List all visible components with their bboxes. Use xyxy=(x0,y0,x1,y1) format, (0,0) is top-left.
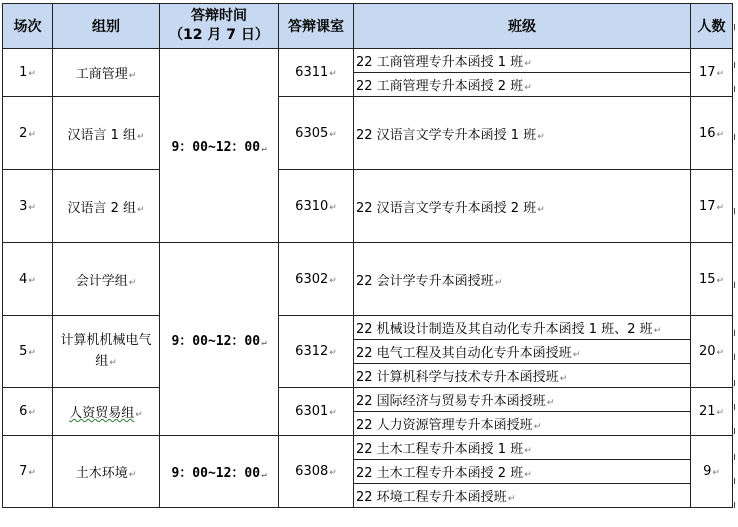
table-row xyxy=(3,388,733,412)
class-cell: 22 国际经济与贸易专升本函授班↵ xyxy=(354,388,691,412)
group-cell: 会计学组↵ xyxy=(53,243,160,316)
table-row xyxy=(3,170,733,243)
room-cell: 6305↵ xyxy=(279,97,354,170)
class-cell: 22 计算机科学与技术专升本函授班↵ xyxy=(354,364,691,388)
time-cell: 9：00~12：00↵ xyxy=(160,49,279,243)
row-end-mark xyxy=(734,24,738,30)
class-cell: 22 土木工程专升本函授 2 班↵ xyxy=(354,460,691,484)
header-time-title: 答辩时间 xyxy=(191,8,247,24)
row-end-mark xyxy=(734,62,738,68)
class-cell: 22 会计学专升本函授班↵ xyxy=(354,243,691,316)
header-time xyxy=(160,4,279,49)
row-end-mark xyxy=(734,404,738,410)
room-cell: 6302↵ xyxy=(279,243,354,316)
session-cell: 1↵ xyxy=(3,49,53,97)
class-cell: 22 机械设计制造及其自动化专升本函授 1 班、2 班↵ xyxy=(354,316,691,340)
class-cell: 22 工商管理专升本函授 1 班↵ xyxy=(354,49,691,73)
room-cell: 6308↵ xyxy=(279,436,354,508)
row-end-mark xyxy=(734,380,738,386)
count-cell: 21↵ xyxy=(691,388,733,436)
class-cell: 22 汉语言文学专升本函授 2 班↵ xyxy=(354,170,691,243)
header-session: 场次 xyxy=(3,4,53,49)
class-cell: 22 工商管理专升本函授 2 班↵ xyxy=(354,73,691,97)
session-cell: 3↵ xyxy=(3,170,53,243)
group-cell: 汉语言 2 组↵ xyxy=(53,170,160,243)
count-cell: 17↵ xyxy=(691,49,733,97)
count-cell: 20↵ xyxy=(691,316,733,388)
class-cell: 22 环境工程专升本函授班↵ xyxy=(354,484,691,508)
class-cell: 22 人力资源管理专升本函授班↵ xyxy=(354,412,691,436)
group-cell: 汉语言 1 组↵ xyxy=(53,97,160,170)
group-cell: 计算机机械电气组↵ xyxy=(53,316,160,388)
session-cell: 5↵ xyxy=(3,316,53,388)
count-cell: 15↵ xyxy=(691,243,733,316)
header-count: 人数 xyxy=(691,4,733,49)
table-row xyxy=(3,49,733,73)
header-row xyxy=(3,4,733,49)
row-end-mark xyxy=(734,502,738,508)
row-end-mark xyxy=(734,454,738,460)
row-end-mark xyxy=(734,428,738,434)
session-cell: 4↵ xyxy=(3,243,53,316)
row-end-mark xyxy=(734,86,738,92)
table-row xyxy=(3,243,733,316)
class-cell: 22 电气工程及其自动化专升本函授班↵ xyxy=(354,340,691,364)
count-cell: 9↵ xyxy=(691,436,733,508)
table-row xyxy=(3,97,733,170)
time-cell: 9：00~12：00↵ xyxy=(160,243,279,436)
group-cell: 人资贸易组↵ xyxy=(53,388,160,436)
room-cell: 6312↵ xyxy=(279,316,354,388)
table-row xyxy=(3,316,733,340)
count-cell: 16↵ xyxy=(691,97,733,170)
room-cell: 6301↵ xyxy=(279,388,354,436)
schedule-table xyxy=(2,3,733,508)
session-cell: 7↵ xyxy=(3,436,53,508)
header-time-date: （12 月 7 日） xyxy=(169,27,269,43)
row-end-mark xyxy=(734,478,738,484)
class-cell: 22 土木工程专升本函授 1 班↵ xyxy=(354,436,691,460)
row-end-mark xyxy=(734,282,738,288)
header-class: 班级 xyxy=(354,4,691,49)
session-cell: 2↵ xyxy=(3,97,53,170)
count-cell: 17↵ xyxy=(691,170,733,243)
time-cell: 9：00~12：00↵ xyxy=(160,436,279,508)
header-room: 答辩课室 xyxy=(279,4,354,49)
group-cell: 土木环境↵ xyxy=(53,436,160,508)
row-end-mark xyxy=(734,354,738,360)
room-cell: 6311↵ xyxy=(279,49,354,97)
row-end-mark xyxy=(734,330,738,336)
row-end-mark xyxy=(734,208,738,214)
session-cell: 6↵ xyxy=(3,388,53,436)
table-row xyxy=(3,436,733,460)
row-end-mark xyxy=(734,134,738,140)
class-cell: 22 汉语言文学专升本函授 1 班↵ xyxy=(354,97,691,170)
header-group: 组别 xyxy=(53,4,160,49)
group-cell: 工商管理↵ xyxy=(53,49,160,97)
room-cell: 6310↵ xyxy=(279,170,354,243)
